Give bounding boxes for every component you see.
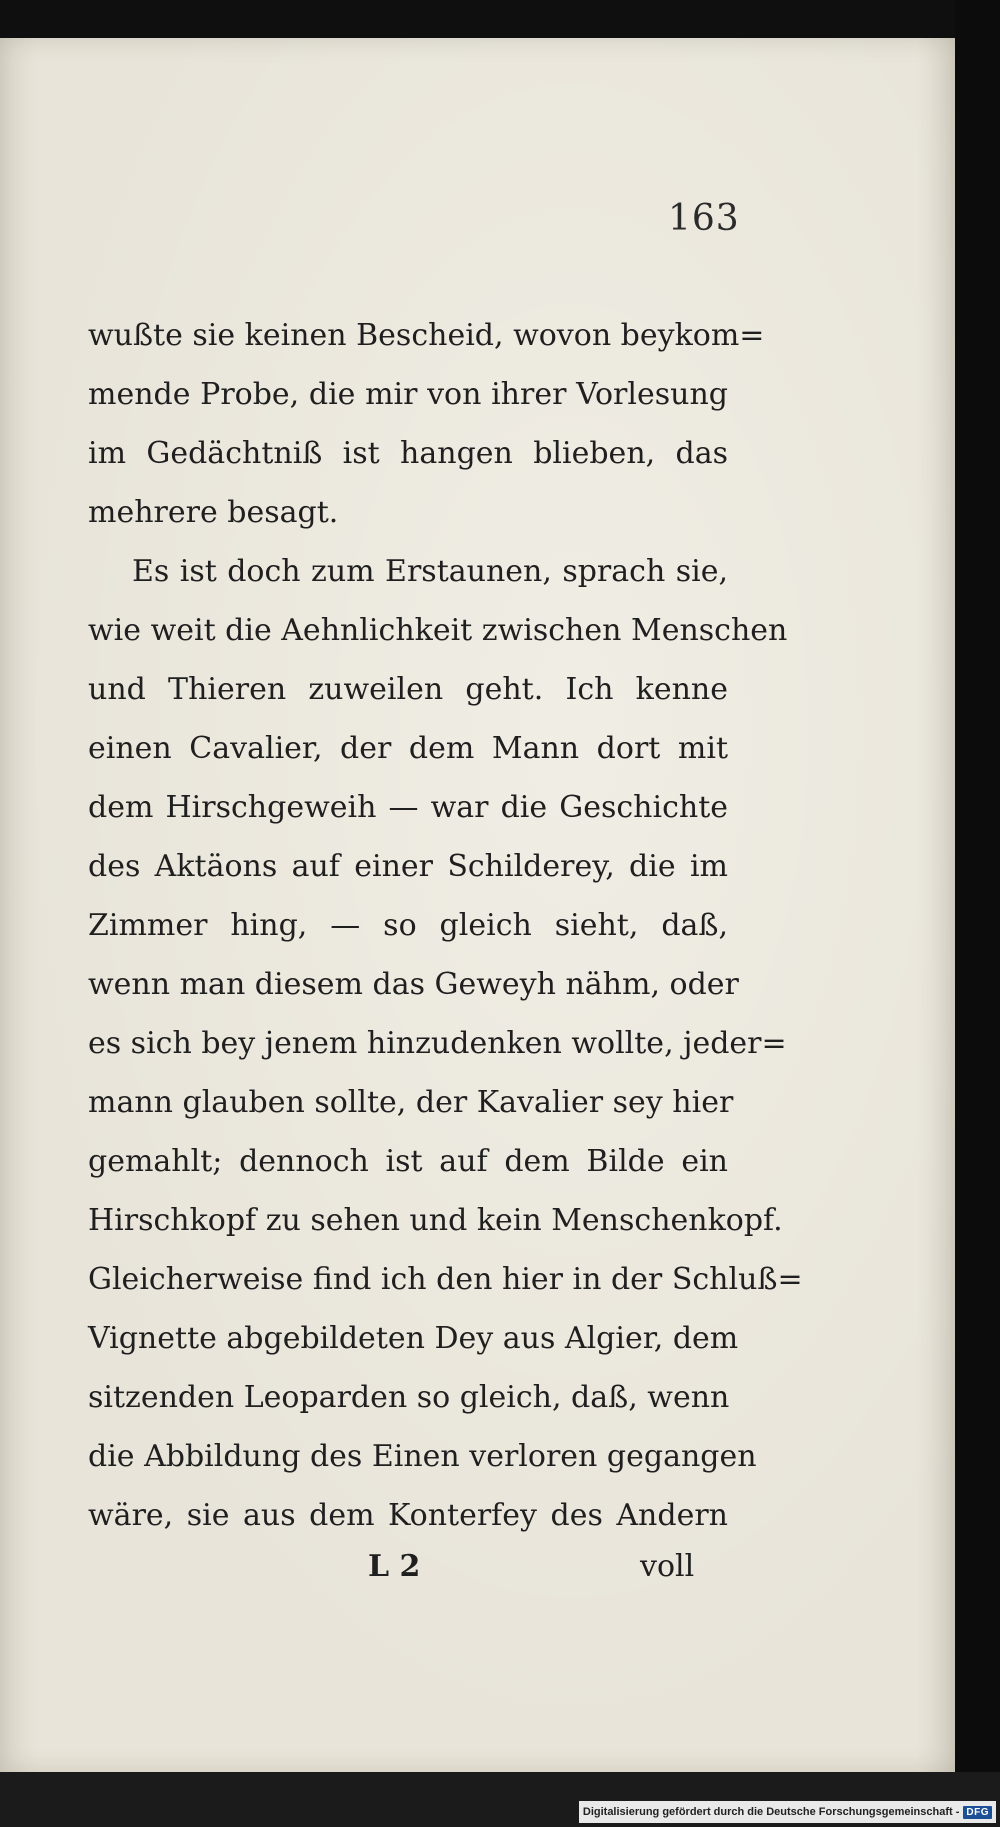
scan-border-right: [955, 0, 1000, 1827]
book-page: [0, 38, 955, 1772]
text-line: Zimmer hing, — so gleich sieht, daß,: [88, 908, 728, 943]
scan-border-top: [0, 0, 1000, 38]
catchword: voll: [640, 1549, 695, 1584]
text-line: des Aktäons auf einer Schilderey, die im: [88, 849, 728, 884]
text-line: mehrere besagt.: [88, 495, 339, 530]
credit-text: Digitalisierung gefördert durch die Deutsche Forschungsgemeinschaft -: [582, 1806, 960, 1818]
text-line: Vignette abgebildeten Dey aus Algier, dem: [88, 1321, 739, 1356]
text-line: wäre, sie aus dem Konterfey des Andern: [88, 1498, 728, 1533]
text-line: im Gedächtniß ist hangen blieben, das: [88, 436, 728, 471]
text-line: mende Probe, die mir von ihrer Vorlesung: [88, 377, 728, 412]
dfg-logo-icon: DFG: [963, 1806, 992, 1819]
text-line: mann glauben sollte, der Kavalier sey hier: [88, 1085, 734, 1120]
body-text: [88, 306, 803, 1545]
text-line: wie weit die Aehnlichkeit zwischen Menschen: [88, 613, 788, 648]
text-line: Es ist doch zum Erstaunen, sprach sie,: [132, 554, 728, 589]
text-line: einen Cavalier, der dem Mann dort mit: [88, 731, 728, 766]
text-line: die Abbildung des Einen verloren gegangen: [88, 1439, 757, 1474]
text-line: sitzenden Leoparden so gleich, daß, wenn: [88, 1380, 730, 1415]
signature-mark: L 2: [368, 1549, 421, 1584]
text-line: Gleicherweise find ich den hier in der Schluß=: [88, 1262, 803, 1297]
digitization-credit: [579, 1801, 996, 1823]
page-number: 163: [668, 198, 740, 239]
text-line: und Thieren zuweilen geht. Ich kenne: [88, 672, 728, 707]
text-line: gemahlt; dennoch ist auf dem Bilde ein: [88, 1144, 728, 1179]
text-line: wußte sie keinen Bescheid, wovon beykom=: [88, 318, 765, 353]
text-line: Hirschkopf zu sehen und kein Menschenkopf.: [88, 1203, 783, 1238]
text-line: es sich bey jenem hinzudenken wollte, jeder=: [88, 1026, 787, 1061]
text-line: wenn man diesem das Geweyh nähm, oder: [88, 967, 739, 1002]
text-line: dem Hirschgeweih — war die Geschichte: [88, 790, 728, 825]
